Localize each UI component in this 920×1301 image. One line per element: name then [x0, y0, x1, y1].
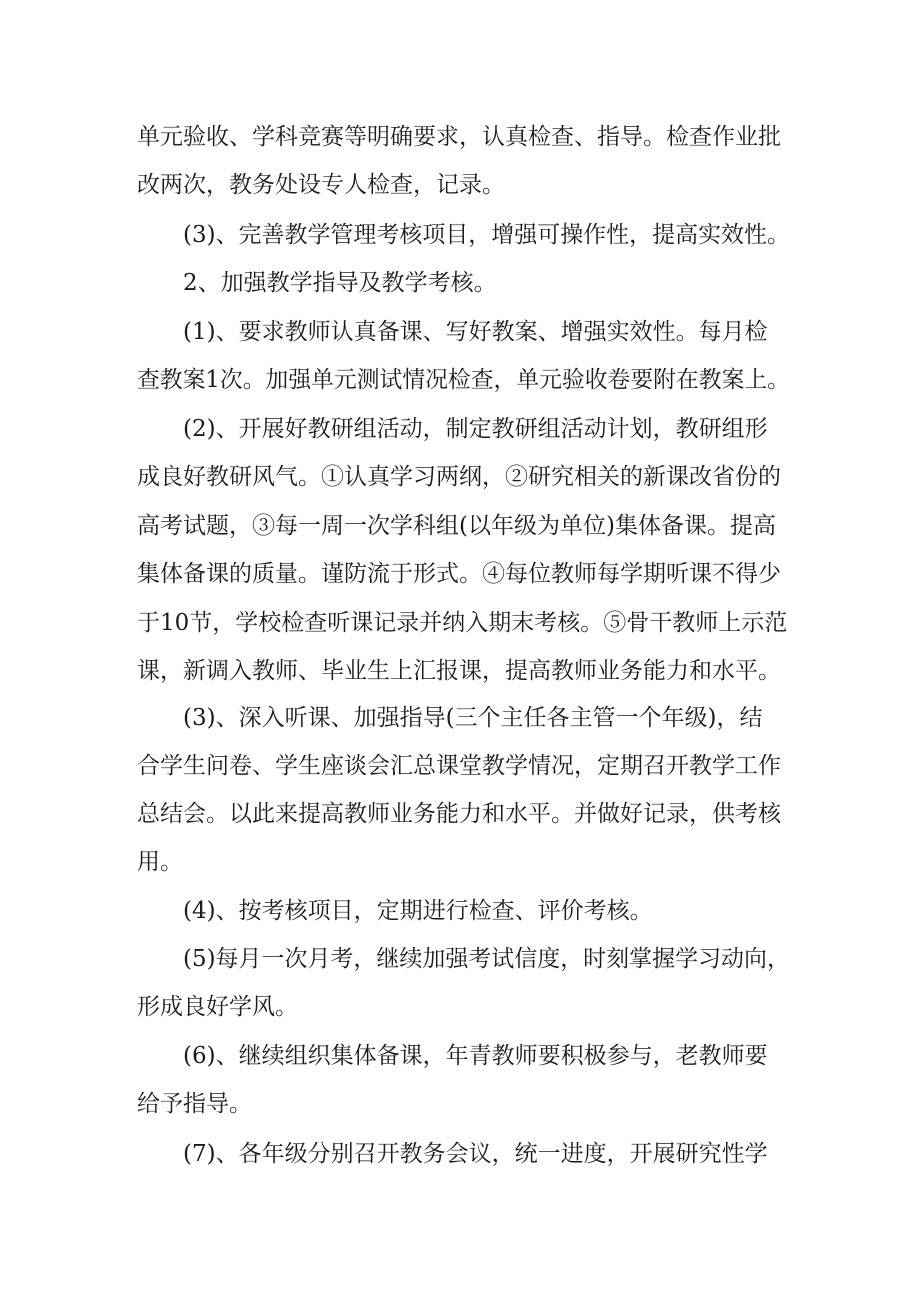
text-line — [0, 1039, 920, 1073]
text-line — [0, 654, 920, 688]
text-line — [0, 557, 920, 591]
text-line — [0, 218, 920, 252]
line-text: 查教案1次。加强单元测试情况检查，单元验收卷要附在教案上。 — [137, 367, 790, 393]
line-text: 单元验收、学科竞赛等明确要求，认真检查、指导。检查作业批 — [137, 124, 781, 150]
text-line — [0, 412, 920, 446]
line-text: (6)、继续组织集体备课，年青教师要积极参与，老教师要 — [183, 1043, 768, 1069]
line-text: 用。 — [137, 849, 183, 875]
line-text: 改两次，教务处设专人检查，记录。 — [137, 172, 505, 198]
line-text: 高考试题，③每一周一次学科组(以年级为单位)集体备课。提高 — [137, 513, 776, 539]
text-line — [0, 363, 920, 397]
text-line — [0, 606, 920, 640]
text-line — [0, 990, 920, 1024]
line-text: (4)、按考核项目，定期进行检查、评价考核。 — [183, 898, 653, 924]
line-text: (2)、开展好教研组活动，制定教研组活动计划，教研组形 — [183, 416, 768, 442]
text-line — [0, 749, 920, 783]
line-text: (3)、完善教学管理考核项目，增强可操作性，提高实效性。 — [183, 222, 790, 248]
line-text: 总结会。以此来提高教师业务能力和水平。并做好记录，供考核 — [137, 801, 781, 827]
text-line — [0, 460, 920, 494]
line-text: 成良好教研风气。①认真学习两纲，②研究相关的新课改省份的 — [137, 464, 781, 490]
line-text: 给予指导。 — [137, 1091, 252, 1117]
line-text: 2、加强教学指导及教学考核。 — [183, 270, 497, 296]
line-text: 合学生问卷、学生座谈会汇总课堂教学情况，定期召开教学工作 — [137, 753, 781, 779]
text-line — [0, 315, 920, 349]
text-line — [0, 797, 920, 831]
text-line — [0, 1087, 920, 1121]
line-text: (3)、深入听课、加强指导(三个主任各主管一个年级)，结 — [183, 705, 763, 731]
text-line — [0, 894, 920, 928]
text-line — [0, 845, 920, 879]
line-text: (7)、各年级分别召开教务会议，统一进度，开展研究性学 — [183, 1141, 768, 1167]
text-line — [0, 1137, 920, 1171]
line-text: 集体备课的质量。谨防流于形式。④每位教师每学期听课不得少 — [137, 561, 781, 587]
text-line — [0, 266, 920, 300]
line-text: (1)、要求教师认真备课、写好教案、增强实效性。每月检 — [183, 319, 768, 345]
text-line — [0, 942, 920, 976]
text-line — [0, 168, 920, 202]
line-text: (5)每月一次月考，继续加强考试信度，时刻掌握学习动向， — [183, 946, 790, 972]
text-line — [0, 701, 920, 735]
line-text: 课，新调入教师、毕业生上汇报课，提高教师业务能力和水平。 — [137, 658, 781, 684]
line-text: 于10节，学校检查听课记录并纳入期末考核。⑤骨干教师上示范 — [137, 610, 788, 636]
line-text: 形成良好学风。 — [137, 994, 298, 1020]
text-line — [0, 120, 920, 154]
text-line — [0, 509, 920, 543]
